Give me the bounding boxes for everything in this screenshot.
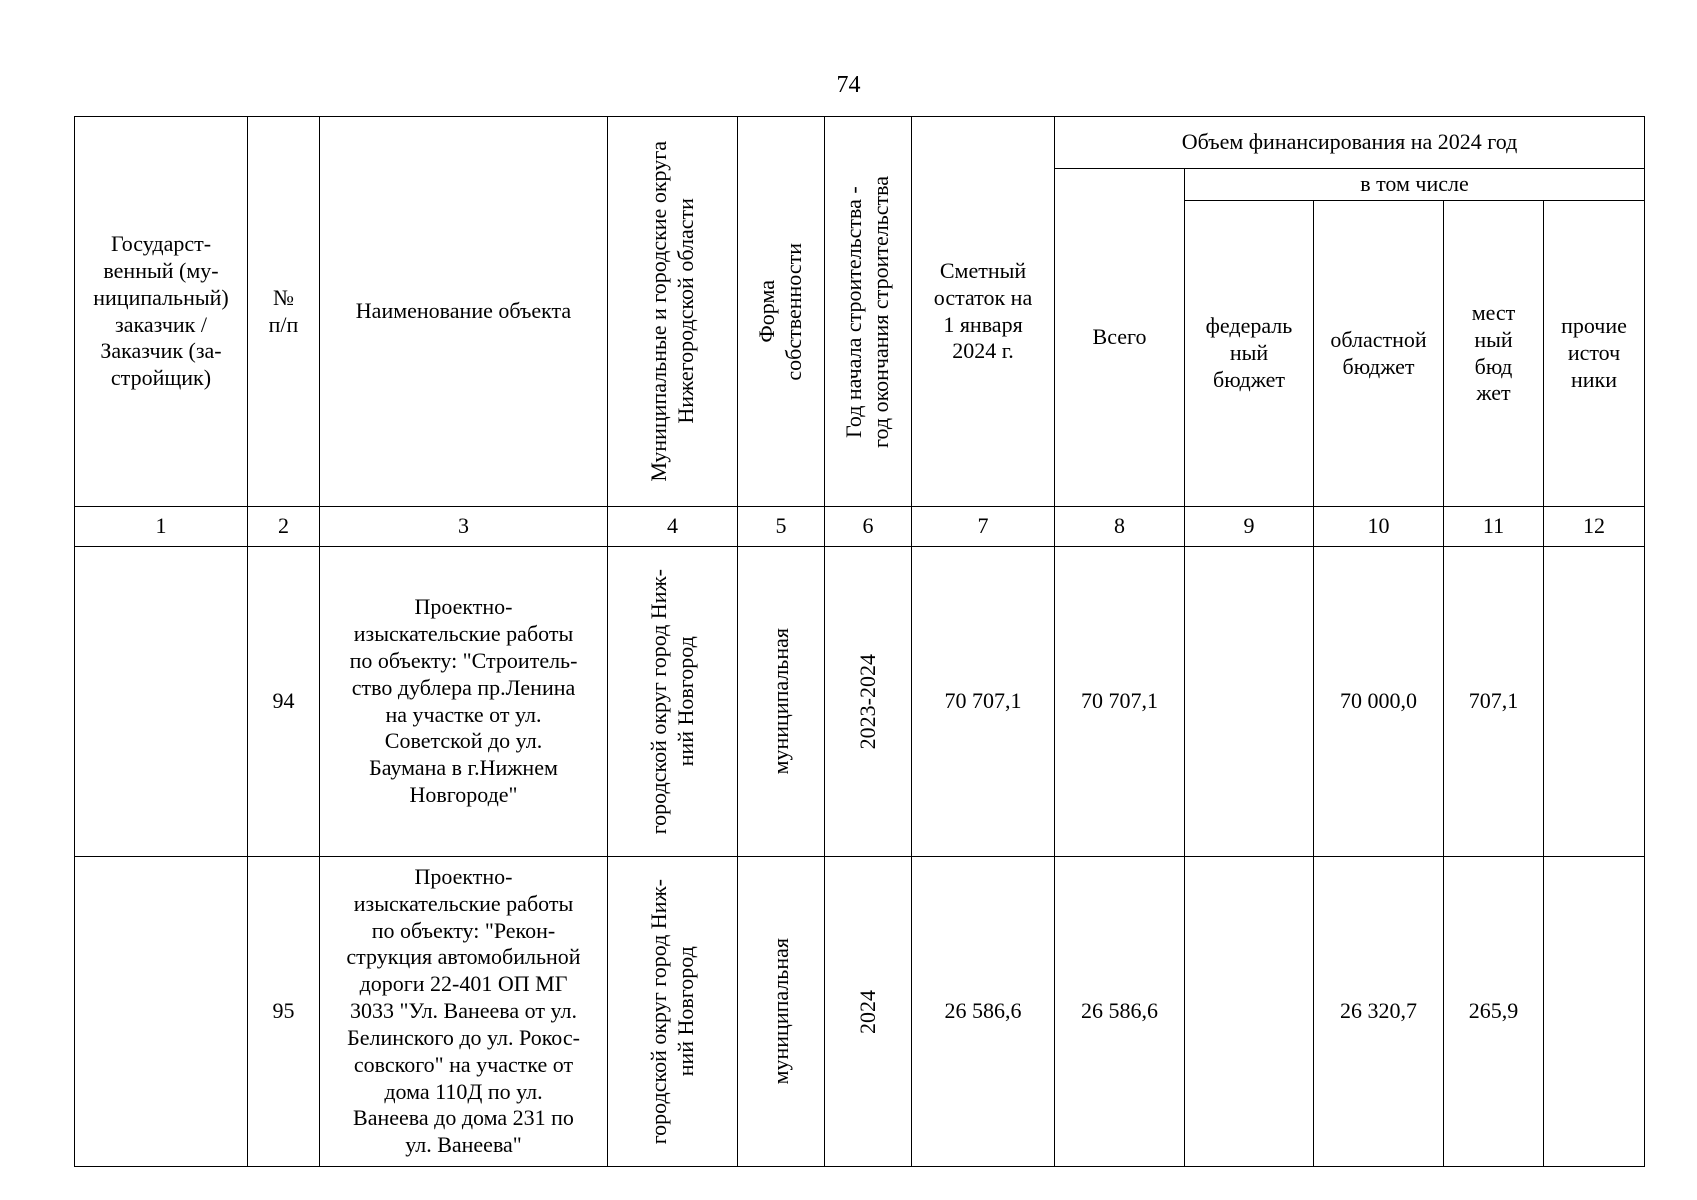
- header-districts-text: Муниципальные и городские округа Нижегородской области: [645, 141, 698, 482]
- header-years: [825, 117, 912, 507]
- column-number: 8: [1055, 507, 1185, 547]
- row-customer: [75, 857, 248, 1167]
- table-row: [75, 547, 1645, 857]
- row-object-name: Проектно- изыскательские работы по объекту: "Строитель- ство дублера пр.Ленина на участке от ул. Советской до ул. Баумана в г.Нижнем Новгороде": [320, 547, 608, 857]
- row-total: 26 586,6: [1055, 857, 1185, 1167]
- row-object-name: Проектно- изыскательские работы по объекту: "Рекон- струкция автомобильной дороги 22-401 ОП МГ 3033 "Ул. Ванеева от ул. Белинского до ул. Рокос- совского" на участке от дома 110Д по ул. Ванеева до дома 231 по ул. Ванеева": [320, 857, 608, 1167]
- column-number: 12: [1544, 507, 1645, 547]
- table-row: [75, 857, 1645, 1167]
- header-ownership-text: Форма собственности: [754, 242, 806, 381]
- row-customer: [75, 547, 248, 857]
- column-number-row: [75, 507, 1645, 547]
- row-estimate: 70 707,1: [912, 547, 1055, 857]
- row-district: [608, 547, 738, 857]
- header-years-text: Год начала строительства - год окончания строительства: [841, 175, 893, 448]
- row-district-text: городской округ город Ниж- ний Новгород: [645, 878, 698, 1145]
- row-ownership: [738, 857, 825, 1167]
- row-number: 95: [248, 857, 320, 1167]
- header-other: прочие источ ники: [1544, 201, 1645, 507]
- column-number: 2: [248, 507, 320, 547]
- financing-table: [74, 116, 1645, 1167]
- row-number: 94: [248, 547, 320, 857]
- column-number: 9: [1185, 507, 1314, 547]
- row-other: [1544, 547, 1645, 857]
- row-years: [825, 857, 912, 1167]
- header-object-name: Наименование объекта: [320, 117, 608, 507]
- header-local: мест ный бюд жет: [1444, 201, 1544, 507]
- row-ownership-text: муниципальная: [767, 938, 793, 1085]
- header-federal: федераль ный бюджет: [1185, 201, 1314, 507]
- row-estimate: 26 586,6: [912, 857, 1055, 1167]
- row-ownership-text: муниципальная: [767, 628, 793, 775]
- row-ownership: [738, 547, 825, 857]
- header-districts: [608, 117, 738, 507]
- row-local: 707,1: [1444, 547, 1544, 857]
- header-customer: Государст- венный (му- ниципальный) заказчик / Заказчик (за- стройщик): [75, 117, 248, 507]
- column-number: 6: [825, 507, 912, 547]
- column-number: 3: [320, 507, 608, 547]
- page-number: 74: [836, 72, 861, 98]
- row-total: 70 707,1: [1055, 547, 1185, 857]
- column-number: 4: [608, 507, 738, 547]
- row-years-text: 2024: [854, 989, 880, 1034]
- header-financing: Объем финансирования на 2024 год: [1055, 117, 1645, 169]
- header-estimate: Сметный остаток на 1 января 2024 г.: [912, 117, 1055, 507]
- row-district-text: городской округ город Ниж- ний Новгород: [645, 568, 698, 835]
- column-number: 7: [912, 507, 1055, 547]
- row-district: [608, 857, 738, 1167]
- column-number: 10: [1314, 507, 1444, 547]
- header-ownership: [738, 117, 825, 507]
- header-total: Всего: [1055, 169, 1185, 507]
- header-number: № п/п: [248, 117, 320, 507]
- row-federal: [1185, 857, 1314, 1167]
- row-regional: 70 000,0: [1314, 547, 1444, 857]
- header-row: [75, 117, 1645, 169]
- column-number: 5: [738, 507, 825, 547]
- row-local: 265,9: [1444, 857, 1544, 1167]
- row-regional: 26 320,7: [1314, 857, 1444, 1167]
- header-regional: областной бюджет: [1314, 201, 1444, 507]
- row-years: [825, 547, 912, 857]
- header-including: в том числе: [1185, 169, 1645, 201]
- row-years-text: 2023-2024: [854, 653, 880, 750]
- row-federal: [1185, 547, 1314, 857]
- column-number: 1: [75, 507, 248, 547]
- column-number: 11: [1444, 507, 1544, 547]
- row-other: [1544, 857, 1645, 1167]
